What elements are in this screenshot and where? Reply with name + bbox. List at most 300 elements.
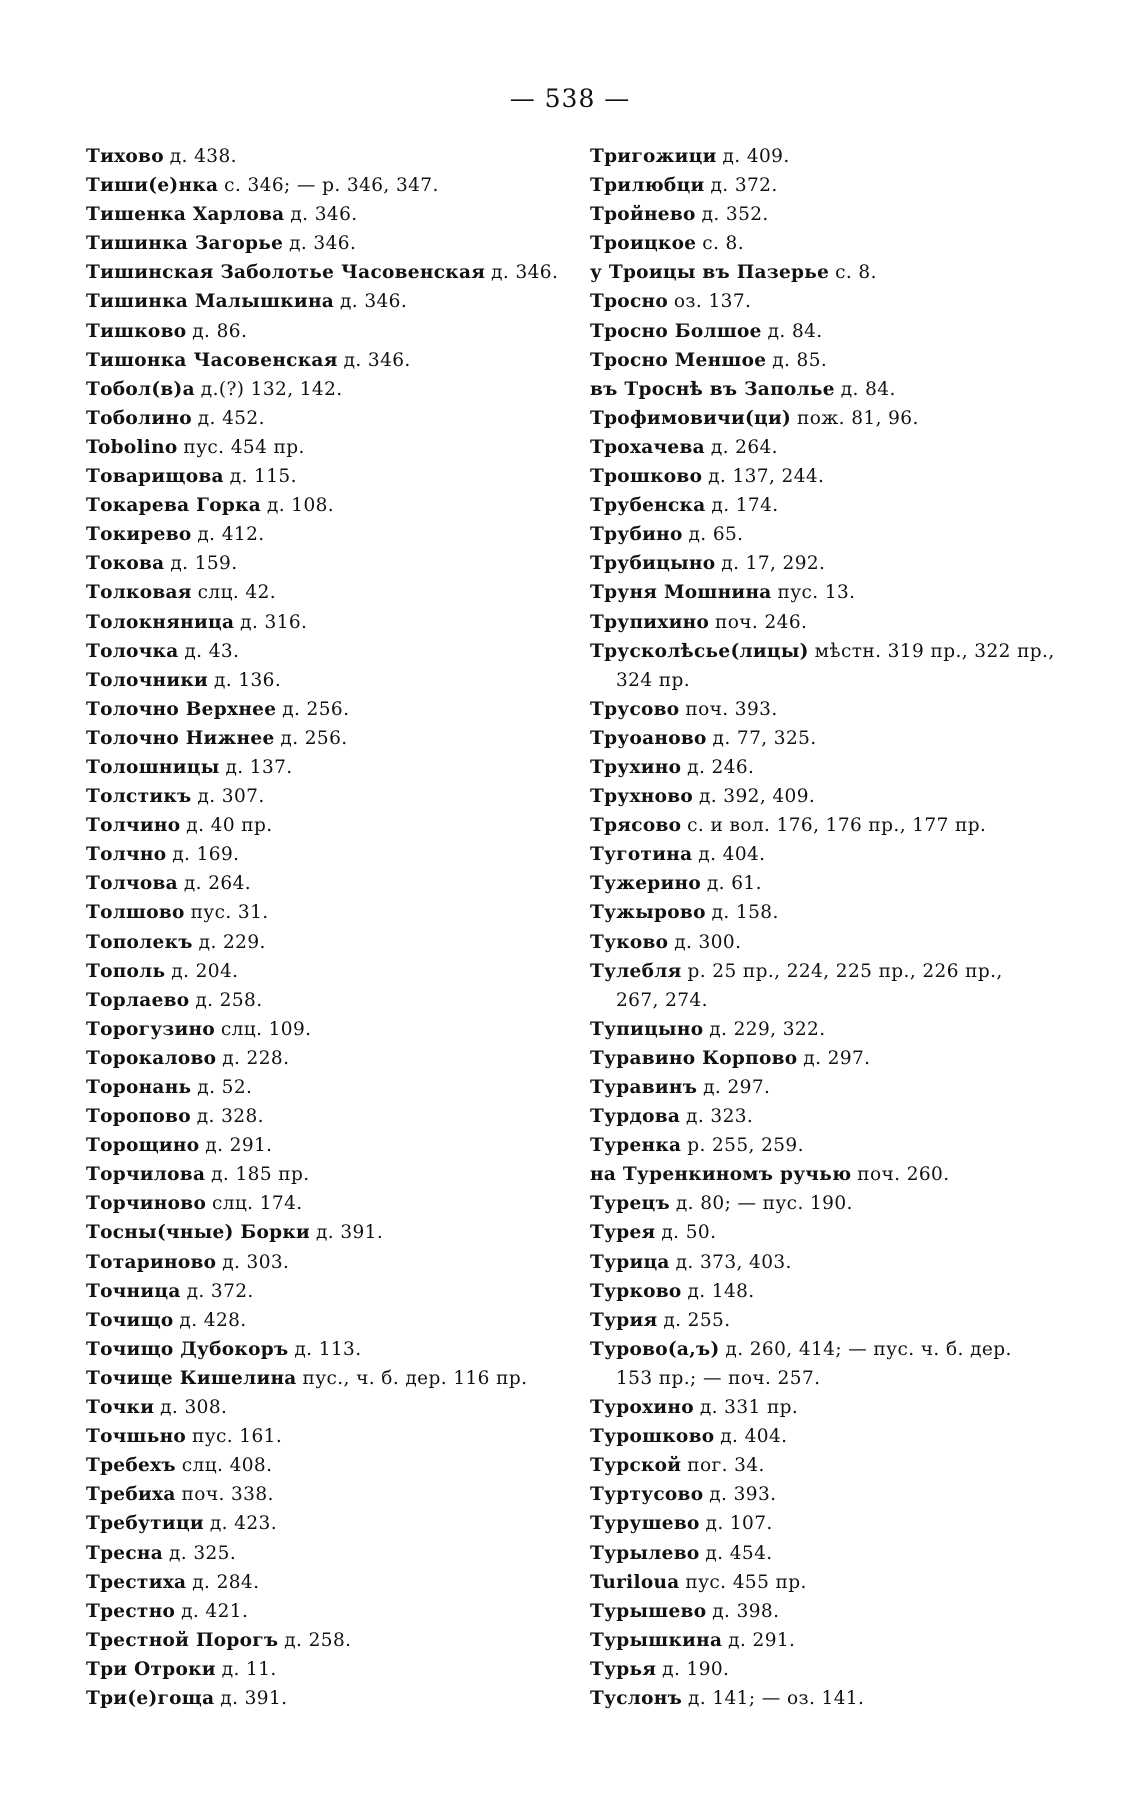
entry-reference: д. 391. [315, 1222, 384, 1244]
index-entry [590, 229, 1090, 258]
entry-term: Торчиново [86, 1193, 207, 1215]
entry-reference: д. 169. [172, 844, 240, 866]
index-entry [86, 520, 576, 549]
entry-reference: д. 412. [197, 524, 265, 546]
entry-term: Турышево [590, 1600, 707, 1622]
index-entry [590, 782, 1090, 811]
index-entry [86, 1160, 576, 1189]
entry-term: Толочка [86, 640, 179, 662]
entry-term: въ Троснѣ въ Заполье [590, 378, 835, 400]
entry-reference: д. 308. [160, 1397, 228, 1419]
index-entry [590, 1509, 1090, 1538]
entry-reference: д. 346. [339, 291, 408, 313]
entry-reference: д. 52. [197, 1077, 253, 1098]
entry-term: Толокняница [86, 611, 235, 633]
index-entry [86, 229, 576, 258]
entry-reference: д. 297. [803, 1047, 871, 1069]
entry-reference: поч. 260. [857, 1164, 950, 1186]
entry-term: Тобол(в)а [86, 378, 195, 400]
index-entry [86, 1626, 576, 1655]
index-column-right [590, 142, 1090, 1713]
index-entry [590, 1015, 1090, 1044]
entry-term: Трубицыно [590, 553, 716, 575]
index-entry [86, 637, 576, 666]
index-entry [86, 200, 576, 229]
index-entry [86, 1131, 576, 1160]
index-entry [590, 1073, 1090, 1102]
index-entry [86, 1189, 576, 1218]
entry-term: Трухино [590, 756, 682, 778]
entry-term: Турошково [590, 1426, 715, 1448]
index-entry [590, 346, 1090, 375]
entry-reference: д.(?) 132, 142. [200, 378, 343, 400]
entry-term: Тишонка Часовенская [86, 349, 338, 371]
entry-term: Точшьно [86, 1426, 187, 1448]
entry-reference: д. 80; — пус. 190. [675, 1193, 853, 1215]
entry-term: Тосны(чные) Борки [86, 1222, 311, 1244]
entry-reference: д. 297. [703, 1077, 771, 1098]
entry-reference: д. 346. [289, 233, 357, 255]
index-entry [86, 608, 576, 637]
entry-reference: пус., ч. б. дер. 116 пр. [302, 1367, 528, 1389]
entry-term: Торонань [86, 1077, 192, 1098]
entry-reference: д. 409. [722, 146, 790, 167]
entry-reference: пог. 34. [687, 1455, 765, 1477]
index-entry [86, 1044, 576, 1073]
index-entry [86, 753, 576, 782]
index-entry [86, 666, 576, 695]
index-entry [86, 869, 576, 898]
entry-reference: д. 264. [183, 873, 252, 895]
entry-reference: д. 346. [491, 262, 559, 284]
index-entry [590, 608, 1090, 637]
entry-reference: слц. 174. [211, 1193, 303, 1215]
entry-reference: д. 316. [240, 611, 308, 633]
entry-term: Турохино [590, 1397, 694, 1419]
entry-term: Токова [86, 553, 165, 575]
entry-reference: д. 77, 325. [712, 727, 817, 749]
entry-term: Tobolino [86, 436, 178, 458]
entry-reference: поч. 338. [181, 1484, 274, 1506]
entry-term: Точки [86, 1397, 155, 1419]
entry-reference: пус. 31. [190, 902, 269, 924]
entry-term: Тотариново [86, 1251, 217, 1273]
entry-reference: д. 17, 292. [721, 553, 826, 575]
entry-reference: д. 331 пр. [699, 1397, 799, 1419]
index-entry [86, 1597, 576, 1626]
entry-term: Туково [590, 931, 669, 953]
entry-reference: д. 40 пр. [186, 815, 273, 837]
entry-term: Трестной Порогъ [86, 1629, 279, 1651]
index-entry [86, 782, 576, 811]
entry-term: Turilоua [590, 1571, 680, 1593]
entry-reference: д. 258. [284, 1629, 352, 1651]
entry-term: Толковая [86, 582, 192, 604]
index-entry [86, 1306, 576, 1335]
entry-term: Тишинка Малышкина [86, 291, 335, 313]
index-entry [590, 1655, 1090, 1684]
index-entry [86, 1539, 576, 1568]
index-entry [86, 375, 576, 404]
index-entry [590, 898, 1090, 927]
entry-reference: д. 438. [169, 146, 237, 167]
entry-reference: д. 454. [705, 1542, 773, 1564]
index-entry [86, 433, 576, 462]
index-entry [86, 346, 576, 375]
entry-reference: пус. 454 пр. [183, 436, 305, 458]
index-entry [590, 637, 1090, 695]
index-entry [590, 928, 1090, 957]
entry-term: Турово(а,ъ) [590, 1338, 720, 1360]
entry-reference: д. 256. [280, 727, 348, 749]
entry-reference: д. 43. [184, 640, 240, 662]
entry-term: Туренка [590, 1135, 682, 1157]
entry-term: Туртусово [590, 1484, 704, 1506]
page-number: — 538 — [509, 84, 631, 113]
entry-reference: д. 246. [687, 756, 755, 778]
index-entry [590, 811, 1090, 840]
entry-reference: д. 255. [663, 1309, 731, 1331]
entry-term: Трясово [590, 815, 682, 837]
entry-reference: поч. 246. [715, 611, 808, 633]
entry-term: Тройнево [590, 204, 696, 226]
index-entry [590, 200, 1090, 229]
entry-term: Трупихино [590, 611, 710, 633]
entry-term: Турышкина [590, 1629, 723, 1651]
entry-term: Турдова [590, 1106, 681, 1128]
entry-term: Труня Мошнина [590, 582, 772, 604]
entry-term: Тригожици [590, 146, 717, 167]
entry-reference: д. 373, 403. [675, 1251, 792, 1273]
entry-reference: пож. 81, 96. [796, 407, 919, 429]
entry-reference: с. и вол. 176, 176 пр., 177 пр. [687, 815, 987, 837]
entry-term: Торощино [86, 1135, 200, 1157]
entry-reference: д. 141; — оз. 141. [687, 1687, 865, 1709]
index-entry [86, 578, 576, 607]
index-entry [86, 258, 576, 287]
entry-term: Туслонъ [590, 1687, 683, 1709]
index-entry [590, 433, 1090, 462]
entry-term: Турково [590, 1280, 682, 1302]
entry-reference: д. 137. [225, 756, 293, 778]
entry-term: Толстикъ [86, 786, 192, 808]
entry-term: Турья [590, 1658, 657, 1680]
entry-term: Туготина [590, 844, 693, 866]
entry-term: Торлаево [86, 989, 190, 1011]
entry-reference: д. 284. [192, 1571, 260, 1593]
entry-term: Турея [590, 1222, 656, 1244]
entry-reference: д. 372. [186, 1280, 254, 1302]
entry-term: Торопово [86, 1106, 191, 1128]
entry-reference: д. 404. [698, 844, 766, 866]
index-entry [590, 578, 1090, 607]
entry-reference: д. 174. [711, 495, 779, 517]
index-entry [86, 1509, 576, 1538]
index-entry [590, 171, 1090, 200]
index-entry [86, 1218, 576, 1247]
entry-reference: д. 190. [662, 1658, 730, 1680]
entry-reference: д. 421. [181, 1600, 249, 1622]
entry-reference: д. 428. [179, 1309, 247, 1331]
index-entry [86, 811, 576, 840]
entry-reference: д. 303. [222, 1251, 290, 1273]
entry-term: Толшово [86, 902, 185, 924]
entry-term: Труоаново [590, 727, 707, 749]
entry-term: Тупицыно [590, 1018, 704, 1040]
entry-reference: д. 452. [197, 407, 265, 429]
entry-term: Тополь [86, 960, 166, 982]
index-entry [86, 1568, 576, 1597]
index-entry [86, 549, 576, 578]
entry-reference: д. 159. [170, 553, 238, 575]
index-entry [590, 549, 1090, 578]
entry-reference: д. 86. [192, 320, 248, 342]
entry-term: Тишинка Загорье [86, 233, 284, 255]
entry-term: Трестиха [86, 1571, 187, 1593]
index-entry [590, 695, 1090, 724]
entry-term: Требехъ [86, 1455, 176, 1477]
index-entry [86, 404, 576, 433]
index-entry [86, 1248, 576, 1277]
entry-term: Толочно Верхнее [86, 698, 277, 720]
entry-reference: с. 346; — р. 346, 347. [224, 175, 439, 197]
entry-term: Туравинъ [590, 1077, 698, 1098]
entry-reference: слц. 408. [181, 1455, 273, 1477]
entry-reference: поч. 393. [685, 698, 778, 720]
entry-term: Трусколѣсье(лицы) [590, 640, 809, 662]
entry-reference: д. 136. [213, 669, 282, 691]
entry-reference-continuation: 267, 274. [616, 989, 708, 1011]
index-entry [590, 1451, 1090, 1480]
index-entry [86, 1451, 576, 1480]
index-entry [590, 1160, 1090, 1189]
entry-reference: р. 255, 259. [687, 1135, 804, 1157]
entry-term: Тросно Меншое [590, 349, 767, 371]
index-entry [590, 1480, 1090, 1509]
entry-term: Турушево [590, 1513, 700, 1535]
entry-term: Туравино Корпово [590, 1047, 798, 1069]
entry-term: Трусово [590, 698, 680, 720]
entry-reference: д. 65. [688, 524, 744, 546]
entry-term: Толочники [86, 669, 209, 691]
entry-reference-continuation: 153 пр.; — поч. 257. [616, 1367, 821, 1389]
entry-reference: д. 84. [840, 378, 896, 400]
entry-term: Точница [86, 1280, 181, 1302]
entry-reference: д. 291. [728, 1629, 796, 1651]
index-entry [590, 1597, 1090, 1626]
index-entry [590, 1306, 1090, 1335]
index-entry [590, 1044, 1090, 1073]
entry-term: Толчова [86, 873, 178, 895]
index-entry [590, 1568, 1090, 1597]
entry-reference: д. 328. [196, 1106, 264, 1128]
entry-term: Торчилова [86, 1164, 206, 1186]
entry-reference: пус. 13. [777, 582, 856, 604]
index-entry [86, 695, 576, 724]
index-entry [590, 1393, 1090, 1422]
entry-term: Торогузино [86, 1018, 215, 1040]
entry-reference: д. 258. [195, 989, 263, 1011]
entry-reference: д. 158. [711, 902, 779, 924]
entry-term: Тихово [86, 146, 164, 167]
entry-term: Тулебля [590, 960, 682, 982]
entry-reference: пус. 161. [191, 1426, 283, 1448]
index-entry [86, 1102, 576, 1131]
index-entry [590, 1218, 1090, 1247]
entry-term: Трухново [590, 786, 694, 808]
index-entry [86, 1684, 576, 1713]
index-entry [590, 753, 1090, 782]
entry-reference: д. 423. [209, 1513, 277, 1535]
entry-term: Турылево [590, 1542, 700, 1564]
entry-reference: д. 323. [686, 1106, 754, 1128]
entry-term: у Троицы въ Пазерье [590, 262, 830, 284]
entry-term: Требутици [86, 1513, 204, 1535]
index-entry [86, 1655, 576, 1684]
entry-term: Тишенка Харлова [86, 204, 285, 226]
entry-reference: д. 229, 322. [709, 1018, 826, 1040]
entry-term: на Туренкиномъ ручью [590, 1164, 852, 1186]
entry-reference: д. 185 пр. [211, 1164, 310, 1186]
entry-term: Тоболино [86, 407, 192, 429]
index-entry [86, 1480, 576, 1509]
entry-term: Толчно [86, 844, 167, 866]
entry-term: Трубино [590, 524, 683, 546]
entry-reference: д. 50. [661, 1222, 717, 1244]
index-entry [590, 1248, 1090, 1277]
entry-reference: д. 108. [266, 495, 335, 517]
index-entry [590, 1684, 1090, 1713]
entry-reference: д. 352. [701, 204, 769, 226]
index-entry [86, 171, 576, 200]
index-entry [590, 287, 1090, 316]
index-entry [590, 404, 1090, 433]
index-entry [86, 928, 576, 957]
entry-reference: д. 204. [171, 960, 239, 982]
index-entry [590, 520, 1090, 549]
index-entry [86, 1364, 576, 1393]
entry-term: Тишково [86, 320, 187, 342]
index-entry [590, 1626, 1090, 1655]
index-entry [590, 317, 1090, 346]
entry-term: Трошково [590, 466, 703, 488]
entry-term: Токарева Горка [86, 495, 262, 517]
index-entry [590, 840, 1090, 869]
entry-term: Толошницы [86, 756, 220, 778]
index-entry [590, 1277, 1090, 1306]
index-entry [590, 258, 1090, 287]
entry-term: Токирево [86, 524, 192, 546]
entry-term: Трилюбци [590, 175, 705, 197]
index-entry [590, 1189, 1090, 1218]
index-entry [590, 1539, 1090, 1568]
entry-reference: д. 393. [709, 1484, 777, 1506]
index-entry [86, 898, 576, 927]
entry-reference: д. 115. [229, 466, 297, 488]
entry-reference: мѣстн. 319 пр., 322 пр., [814, 640, 1055, 662]
index-entry [86, 1073, 576, 1102]
entry-reference: д. 325. [168, 1542, 237, 1564]
entry-term: Тополекъ [86, 931, 193, 953]
entry-reference: д. 372. [710, 175, 778, 197]
index-entry [86, 957, 576, 986]
index-entry [86, 1277, 576, 1306]
entry-reference: оз. 137. [673, 291, 752, 313]
entry-term: Торокалово [86, 1047, 217, 1069]
index-entry [590, 1102, 1090, 1131]
entry-reference: д. 61. [706, 873, 762, 895]
entry-reference: д. 137, 244. [708, 466, 825, 488]
entry-term: Тросно Болшое [590, 320, 762, 342]
entry-reference: д. 307. [197, 786, 265, 808]
entry-reference: д. 84. [767, 320, 823, 342]
index-entry [86, 1335, 576, 1364]
entry-reference: с. 8. [702, 233, 744, 255]
index-entry [86, 462, 576, 491]
entry-term: Тишинская Заболотье Часовенская [86, 262, 486, 284]
index-entry [590, 491, 1090, 520]
entry-reference: д. 228. [222, 1047, 290, 1069]
entry-term: Троицкое [590, 233, 697, 255]
index-entry [590, 462, 1090, 491]
entry-reference: д. 291. [205, 1135, 273, 1157]
entry-reference: д. 107. [705, 1513, 773, 1535]
entry-reference: д. 11. [221, 1658, 277, 1680]
entry-reference: д. 398. [712, 1600, 780, 1622]
entry-term: Тужерино [590, 873, 701, 895]
entry-reference: слц. 109. [220, 1018, 312, 1040]
entry-reference: д. 113. [294, 1338, 362, 1360]
index-entry [86, 1422, 576, 1451]
entry-reference: д. 260, 414; — пус. ч. б. дер. [725, 1338, 1012, 1360]
entry-term: Трестно [86, 1600, 176, 1622]
entry-term: Толчино [86, 815, 181, 837]
entry-reference: д. 346. [290, 204, 358, 226]
index-entry [590, 1131, 1090, 1160]
index-entry [590, 957, 1090, 1015]
entry-term: Трубенска [590, 495, 706, 517]
index-entry [86, 840, 576, 869]
index-entry [590, 142, 1090, 171]
index-column-left [86, 142, 576, 1713]
entry-term: Тросно [590, 291, 668, 313]
entry-reference: с. 8. [835, 262, 877, 284]
entry-reference-continuation: 324 пр. [616, 669, 691, 691]
index-entry [86, 287, 576, 316]
entry-reference: д. 346. [343, 349, 411, 371]
index-entry [86, 317, 576, 346]
index-entry [86, 1015, 576, 1044]
index-entry [590, 869, 1090, 898]
entry-reference: д. 300. [674, 931, 742, 953]
entry-term: Тужырово [590, 902, 706, 924]
entry-reference: д. 229. [198, 931, 266, 953]
index-entry [590, 724, 1090, 753]
entry-reference: д. 404. [720, 1426, 788, 1448]
entry-term: Трохачева [590, 436, 705, 458]
entry-term: Точище Кишелина [86, 1367, 297, 1389]
entry-reference: д. 148. [687, 1280, 755, 1302]
entry-term: Турецъ [590, 1193, 670, 1215]
entry-term: Тресна [86, 1542, 164, 1564]
entry-term: Толочно Нижнее [86, 727, 275, 749]
entry-term: Турица [590, 1251, 670, 1273]
entry-reference: д. 392, 409. [698, 786, 816, 808]
index-entry [590, 1335, 1090, 1393]
index-entry [590, 1422, 1090, 1451]
index-entry [590, 375, 1090, 404]
entry-term: Требиха [86, 1484, 176, 1506]
